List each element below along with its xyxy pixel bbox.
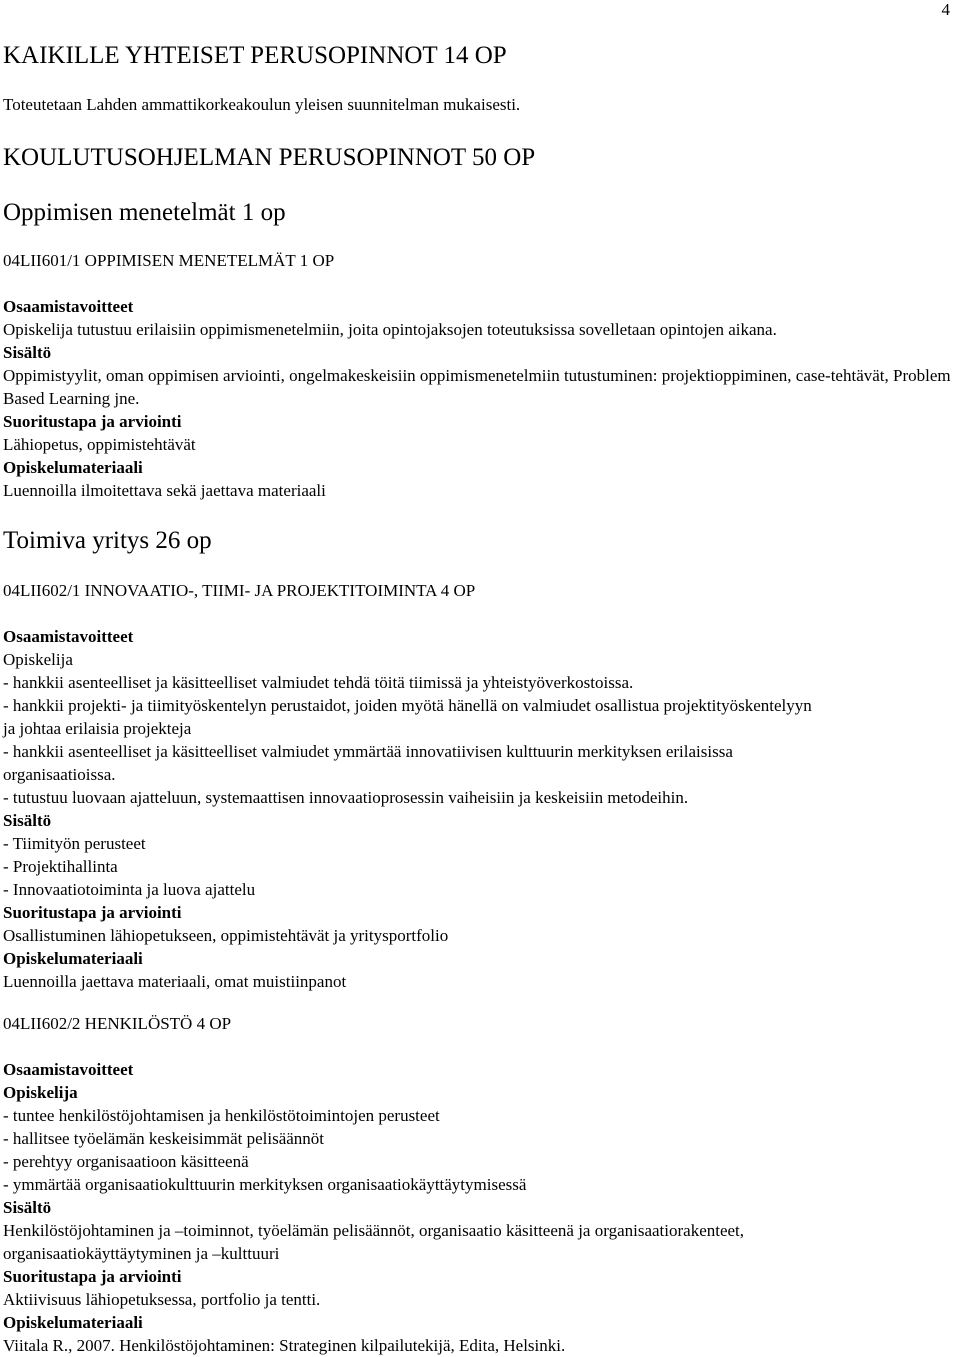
materials-text: Luennoilla ilmoitettava sekä jaettava materiaali	[3, 481, 326, 500]
materials-label: Opiskelumateriaali	[3, 949, 143, 968]
outcomes-label: Osaamistavoitteet	[3, 297, 134, 316]
outcomes-line: - hankkii asenteelliset ja käsitteelliset valmiudet tehdä töitä tiimissä ja yhteistyöverkostoissa.	[3, 673, 634, 692]
outcomes-line: ja johtaa erilaisia projekteja	[3, 719, 192, 738]
outcomes-line: - hallitsee työelämän keskeisimmät pelisäännöt	[3, 1129, 325, 1148]
outcomes-line: - perehtyy organisaatioon käsitteenä	[3, 1152, 249, 1171]
assessment-text: Lähiopetus, oppimistehtävät	[3, 435, 196, 454]
assessment-text: Osallistuminen lähiopetukseen, oppimistehtävät ja yritysportfolio	[3, 926, 449, 945]
intro-text: Toteutetaan Lahden ammattikorkeakoulun yleisen suunnitelman mukaisesti.	[3, 95, 521, 114]
outcomes-line: - hankkii projekti- ja tiimityöskentelyn perustaidot, joiden myötä hänellä on valmiudet osallistua projektityöskentelyyn	[3, 696, 812, 715]
outcomes-line: - ymmärtää organisaatiokulttuurin merkityksen organisaatiokäyttäytymisessä	[3, 1175, 527, 1194]
course-04LII602-1-body	[3, 625, 953, 993]
assessment-label: Suoritustapa ja arviointi	[3, 412, 182, 431]
content-text: Oppimistyylit, oman oppimisen arviointi, ongelmakeskeisiin oppimismenetelmiin tutustuminen: projektioppiminen, case-tehtävät, Problem Based Learning jne.	[3, 366, 951, 408]
materials-label: Opiskelumateriaali	[3, 458, 143, 477]
content-label: Sisältö	[3, 811, 52, 830]
content-line: organisaatiokäyttäytyminen ja –kulttuuri	[3, 1244, 280, 1263]
course-04LII601-1-body	[3, 295, 953, 502]
materials-text: Luennoilla jaettava materiaali, omat muistiinpanot	[3, 972, 347, 991]
content-line: Henkilöstöjohtaminen ja –toiminnot, työelämän pelisäännöt, organisaatio käsitteenä ja organisaatiorakenteet,	[3, 1221, 745, 1240]
outcomes-line: organisaatioissa.	[3, 765, 116, 784]
student-label: Opiskelija	[3, 1083, 78, 1102]
outcomes-text: Opiskelija tutustuu erilaisiin oppimismenetelmiin, joita opintojaksojen toteutuksissa sovelletaan opintojen aikana.	[3, 320, 777, 339]
materials-label: Opiskelumateriaali	[3, 1313, 143, 1332]
outcomes-line: Opiskelija	[3, 650, 73, 669]
course-title-04LII601-1: 04LII601/1 OPPIMISEN MENETELMÄT 1 OP	[3, 251, 335, 270]
outcomes-line: - tutustuu luovaan ajatteluun, systemaattisen innovaatioprosessin vaiheisiin ja keskeisiin metodeihin.	[3, 788, 689, 807]
course-04LII602-2-body	[3, 1058, 953, 1357]
heading-common-studies: KAIKILLE YHTEISET PERUSOPINNOT 14 OP	[3, 42, 507, 69]
assessment-label: Suoritustapa ja arviointi	[3, 1267, 182, 1286]
content-line: - Innovaatiotoiminta ja luova ajattelu	[3, 880, 256, 899]
outcomes-label: Osaamistavoitteet	[3, 1060, 134, 1079]
page-number: 4	[941, 0, 950, 19]
course-title-04LII602-1: 04LII602/1 INNOVAATIO-, TIIMI- JA PROJEKTITOIMINTA 4 OP	[3, 581, 476, 600]
content-label: Sisältö	[3, 343, 52, 362]
materials-text: Viitala R., 2007. Henkilöstöjohtaminen: Strateginen kilpailutekijä, Edita, Helsinki.	[3, 1336, 566, 1355]
content-line: - Projektihallinta	[3, 857, 118, 876]
section-title-learning-methods: Oppimisen menetelmät 1 op	[3, 199, 286, 226]
assessment-text: Aktiivisuus lähiopetuksessa, portfolio ja tentti.	[3, 1290, 321, 1309]
outcomes-line: - hankkii asenteelliset ja käsitteelliset valmiudet ymmärtää innovatiivisen kulttuurin merkityksen erilaisissa	[3, 742, 733, 761]
content-label: Sisältö	[3, 1198, 52, 1217]
course-title-04LII602-2: 04LII602/2 HENKILÖSTÖ 4 OP	[3, 1014, 232, 1033]
heading-program-studies: KOULUTUSOHJELMAN PERUSOPINNOT 50 OP	[3, 144, 536, 171]
assessment-label: Suoritustapa ja arviointi	[3, 903, 182, 922]
section-title-functioning-company: Toimiva yritys 26 op	[3, 527, 212, 554]
outcomes-label: Osaamistavoitteet	[3, 627, 134, 646]
outcomes-line: - tuntee henkilöstöjohtamisen ja henkilöstötoimintojen perusteet	[3, 1106, 440, 1125]
content-line: - Tiimityön perusteet	[3, 834, 146, 853]
